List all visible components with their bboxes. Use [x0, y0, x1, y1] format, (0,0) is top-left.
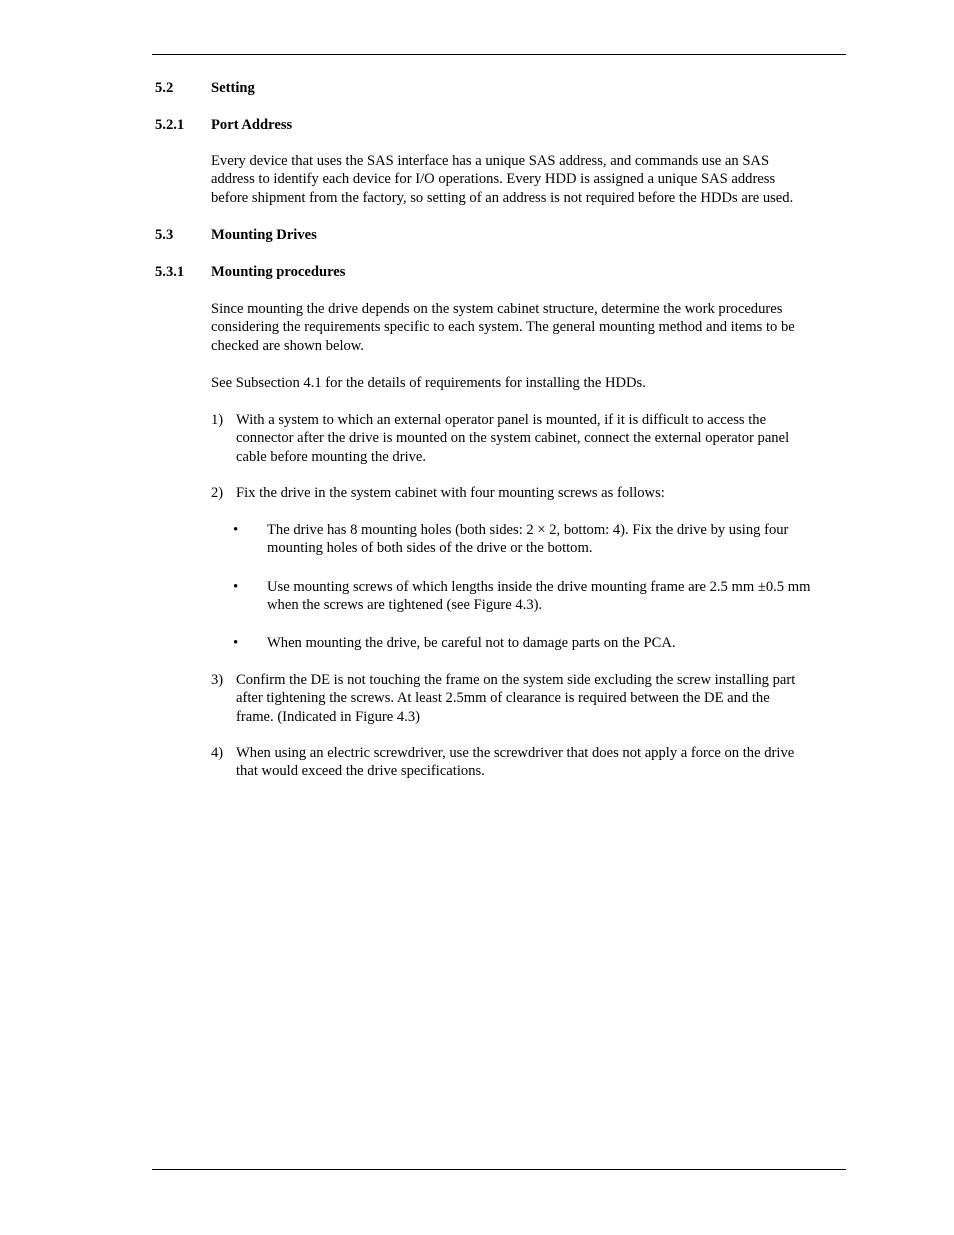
paragraph-line: considering the requirements specific to each system. The general mounting method and items to be: [211, 319, 795, 336]
step-line: Fix the drive in the system cabinet with four mounting screws as follows:: [236, 485, 665, 501]
bullet-text: [267, 521, 788, 558]
port-address-paragraph: [211, 152, 851, 207]
step-line: connector after the drive is mounted on the system cabinet, connect the external operator panel: [236, 430, 790, 447]
paragraph-line: Every device that uses the SAS interface has a unique SAS address, and commands use an SAS: [211, 153, 770, 169]
step-line: that would exceed the drive specifications.: [236, 763, 485, 780]
step-line: With a system to which an external operator panel is mounted, if it is difficult to access the: [236, 412, 767, 428]
step-text: [236, 411, 789, 466]
mounting-intro-paragraph: [211, 300, 851, 355]
mounting-reference-paragraph: [211, 374, 851, 392]
section-title: Port Address: [211, 117, 293, 133]
step-line: Confirm the DE is not touching the frame on the system side excluding the screw installing part: [236, 672, 796, 688]
bullet-icon: •: [233, 635, 239, 651]
bullet-icon: •: [233, 579, 239, 595]
paragraph-line: address to identify each device for I/O operations. Every HDD is assigned a unique SAS address: [211, 171, 776, 188]
step-line: cable before mounting the drive.: [236, 448, 427, 465]
paragraph-line: checked are shown below.: [211, 337, 365, 354]
header-rule: [152, 54, 846, 55]
footer-rule: [152, 1169, 846, 1170]
bullet-line: When mounting the drive, be careful not to damage parts on the PCA.: [267, 635, 676, 651]
bullet-line: The drive has 8 mounting holes (both sides: 2 × 2, bottom: 4). Fix the drive by using four: [267, 522, 789, 538]
bullet-icon: •: [233, 522, 239, 538]
step-marker: 1): [211, 412, 224, 428]
step-text: [236, 744, 794, 781]
step-marker: 2): [211, 485, 224, 501]
paragraph-line: before shipment from the factory, so setting of an address is not required before the HDDs are used.: [211, 189, 794, 206]
bullet-line: Use mounting screws of which lengths inside the drive mounting frame are 2.5 mm ±0.5 mm: [267, 579, 811, 595]
section-title: Mounting procedures: [211, 264, 346, 280]
step-line: after tightening the screws. At least 2.5mm of clearance is required between the DE and the: [236, 690, 770, 707]
section-title: Setting: [211, 80, 255, 96]
paragraph-line: Since mounting the drive depends on the system cabinet structure, determine the work procedures: [211, 301, 783, 317]
paragraph-line: See Subsection 4.1 for the details of requirements for installing the HDDs.: [211, 375, 646, 391]
section-number: 5.3.1: [155, 264, 185, 280]
section-title: Mounting Drives: [211, 227, 317, 243]
bullet-text: [267, 578, 810, 615]
bullet-text: [267, 634, 676, 652]
section-number: 5.3: [155, 227, 174, 243]
step-marker: 3): [211, 672, 224, 688]
step-line: When using an electric screwdriver, use the screwdriver that does not apply a force on the drive: [236, 745, 795, 761]
step-line: frame. (Indicated in Figure 4.3): [236, 708, 420, 725]
section-number: 5.2.1: [155, 117, 185, 133]
step-marker: 4): [211, 745, 224, 761]
step-text: [236, 484, 665, 502]
bullet-line: mounting holes of both sides of the drive or the bottom.: [267, 540, 593, 557]
section-number: 5.2: [155, 80, 174, 96]
step-text: [236, 671, 795, 726]
bullet-line: when the screws are tightened (see Figure 4.3).: [267, 597, 543, 614]
